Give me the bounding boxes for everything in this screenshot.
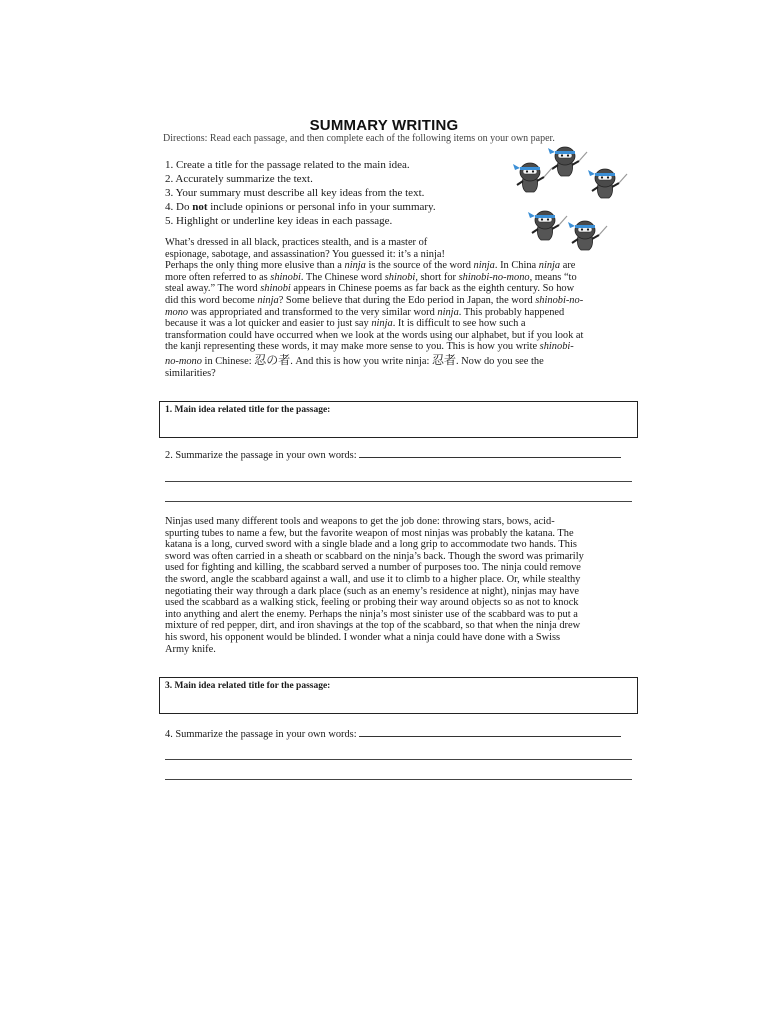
passage-two [165, 516, 635, 655]
box-label: 3. Main idea related title for the passage: [165, 681, 331, 691]
instruction-item: 5. Highlight or underline key ideas in each passage. [165, 215, 393, 227]
passage-line: because it was a lot quicker and easier to just say ninja. It is difficult to see how such a [165, 318, 526, 330]
passage-line: mono was appropriated and transformed to the very similar word ninja. This probably happened [165, 306, 565, 318]
summary-prompt-2: 2. Summarize the passage in your own words: [165, 448, 621, 461]
ninja-figure [513, 163, 552, 192]
passage-line: negotiating their way through a dark place (such as an enemy’s residence at night), ninjas may have [165, 585, 580, 597]
ninja-figure [548, 147, 587, 176]
answer-line[interactable] [359, 448, 621, 458]
passage-line: used the scabbard as a walking stick, feeling or probing their way around objects so as not to knock [165, 597, 579, 609]
passage-line: mixture of red pepper, dirt, and iron shavings at the top of the scabbard, so that when the ninja drew [165, 620, 581, 632]
passage-line-kanji: no-mono in Chinese: 忍の者. And this is how you write ninja: 忍者. Now do you see the [165, 352, 544, 367]
title-answer-box-3[interactable] [159, 677, 638, 714]
answer-line[interactable] [359, 727, 621, 737]
passage-line: spurting tubes to name a few, but the favorite weapon of most ninjas was probably the katana. The [165, 527, 574, 539]
passage-line: katana is a long, curved sword with a single blade and a long grip to accommodate two hands. This [165, 539, 577, 551]
answer-line[interactable] [165, 759, 632, 760]
page-title: SUMMARY WRITING [309, 117, 459, 134]
passage-line: more often referred to as shinobi. The Chinese word shinobi, short for shinobi-no-mono, means “to [165, 271, 577, 283]
ninja-figure [588, 169, 627, 198]
passage-line: steal away.” The word shinobi appears in Chinese poems as far back as the eighth century. So how [165, 283, 575, 295]
passage-line: his sword, his opponent would be blinded. I wonder what a ninja could have done with a Swiss [165, 631, 561, 643]
passage-line: transformation could have occurred when we look at the words using our alphabet, but if you look at [165, 329, 584, 341]
summary-prompt-4: 4. Summarize the passage in your own words: [165, 727, 621, 740]
passage-line: espionage, sabotage, and assassination? You guessed it: it’s a ninja! [165, 248, 445, 260]
passage-line: Army knife. [165, 643, 216, 655]
title-answer-box-1[interactable] [159, 401, 638, 438]
passage-line: used for fighting and killing, the scabbard served a number of purposes too. The ninja could remove [165, 562, 581, 574]
instruction-item: 1. Create a title for the passage related to the main idea. [165, 159, 410, 171]
answer-line[interactable] [165, 501, 632, 502]
instruction-item: 3. Your summary must describe all key ideas from the text. [165, 187, 425, 199]
kanji-ninja: 忍者 [431, 352, 456, 367]
kanji-shinobi-no-mono: 忍の者 [254, 352, 291, 367]
answer-line[interactable] [165, 779, 632, 780]
passage-line: did this word become ninja? Some believe that during the Edo period in Japan, the word shinobi-no- [165, 294, 584, 306]
instructions-list [165, 158, 495, 228]
cut-off-directions-line: Directions: Read each passage, and then complete each of the following items on your own paper. [163, 133, 555, 144]
passage-line: sword was often carried in a sheath or scabbard on the ninja’s back. Though the sword was primarily [165, 550, 584, 562]
answer-line[interactable] [165, 481, 632, 482]
passage-line: the sword, angle the scabbard against a wall, and use it to climb to a higher place. Or, while stealthy [165, 573, 581, 585]
passage-line: similarities? [165, 367, 216, 379]
passage-line: the kanji representing these words, it may make more sense to you. This is how you write shinobi- [165, 341, 574, 353]
passage-line: Perhaps the only thing more elusive than a ninja is the source of the word ninja. In China ninja are [165, 260, 576, 272]
instruction-item: 4. Do not include opinions or personal info in your summary. [165, 201, 436, 213]
passage-line: Ninjas used many different tools and weapons to get the job done: throwing stars, bows, acid- [165, 516, 555, 527]
instruction-item: 2. Accurately summarize the text. [165, 173, 313, 185]
passage-one [165, 237, 635, 379]
passage-line: What’s dressed in all black, practices stealth, and is a master of [165, 237, 428, 248]
passage-line: into anything and alert the enemy. Perhaps the ninja’s most sinister use of the scabbard was to put a [165, 608, 578, 620]
box-label: 1. Main idea related title for the passage: [165, 405, 331, 415]
ninja-figure [528, 211, 567, 240]
